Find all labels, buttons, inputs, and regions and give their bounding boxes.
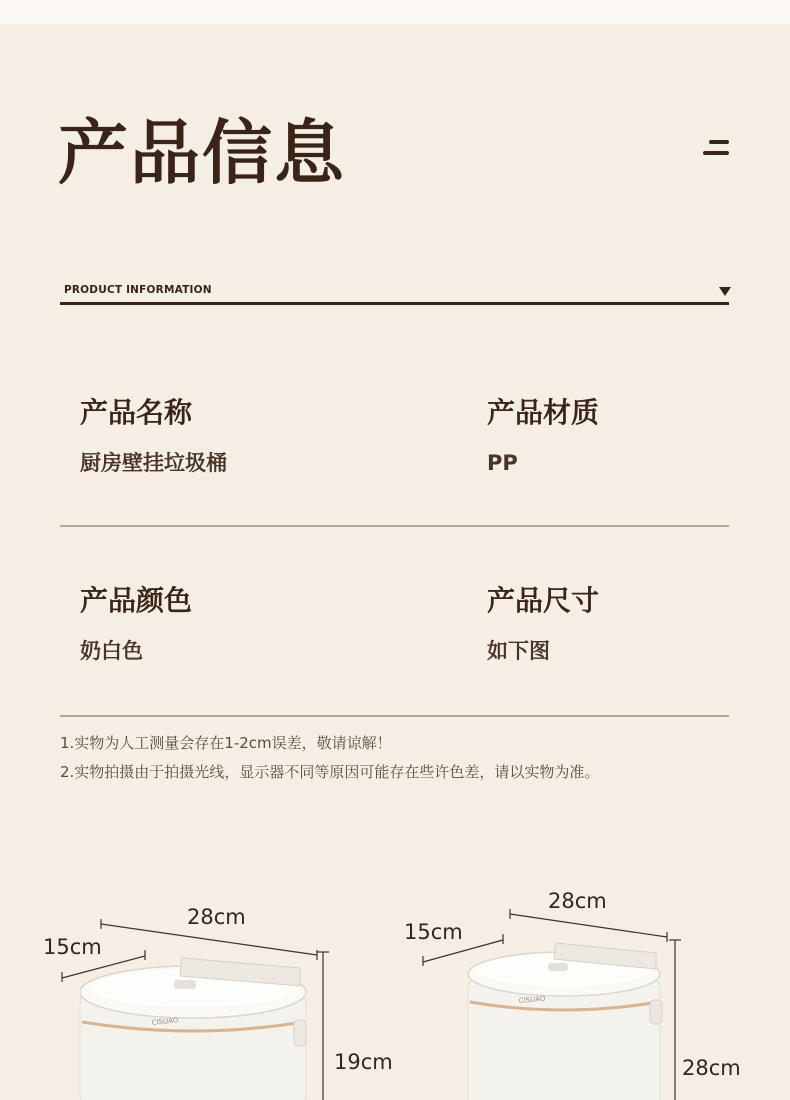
note-line-1: 1.实物为人工测量会存在1-2cm误差，敬请谅解！ xyxy=(60,734,392,752)
info-divider xyxy=(60,715,729,717)
svg-text:CISUAO: CISUAO xyxy=(518,994,546,1005)
color-label: 产品颜色 xyxy=(80,584,193,617)
large-depth-label: 15cm xyxy=(404,920,463,944)
triangle-down-icon[interactable] xyxy=(719,287,731,296)
material-label: 产品材质 xyxy=(487,396,600,429)
menu-bar-top xyxy=(709,140,729,144)
small-width-label: 28cm xyxy=(187,905,246,929)
menu-bar-bottom xyxy=(703,151,729,155)
material-value: PP xyxy=(487,451,518,475)
page-subtitle: PRODUCT INFORMATION xyxy=(64,284,212,296)
note-line-2: 2.实物拍摄由于拍摄光线，显示器不同等原因可能存在些许色差，请以实物为准。 xyxy=(60,763,600,781)
top-band xyxy=(0,0,790,24)
large-width-label: 28cm xyxy=(548,889,607,913)
small-bin xyxy=(80,958,306,1100)
small-height-label: 19cm xyxy=(334,1050,393,1074)
name-value: 厨房壁挂垃圾桶 xyxy=(80,451,227,475)
size-label: 产品尺寸 xyxy=(487,584,600,617)
row-divider xyxy=(60,525,729,527)
page-title: 产品信息 xyxy=(58,112,346,194)
small-depth-label: 15cm xyxy=(43,935,102,959)
size-value: 如下图 xyxy=(487,639,550,663)
name-label: 产品名称 xyxy=(80,396,193,429)
large-bin xyxy=(468,943,662,1100)
large-height-label: 28cm xyxy=(682,1056,741,1080)
svg-text:CISUAO: CISUAO xyxy=(151,1016,179,1027)
menu-icon[interactable] xyxy=(703,140,729,158)
header-divider xyxy=(60,302,729,305)
product-illustration xyxy=(0,850,790,1100)
color-value: 奶白色 xyxy=(80,639,143,663)
